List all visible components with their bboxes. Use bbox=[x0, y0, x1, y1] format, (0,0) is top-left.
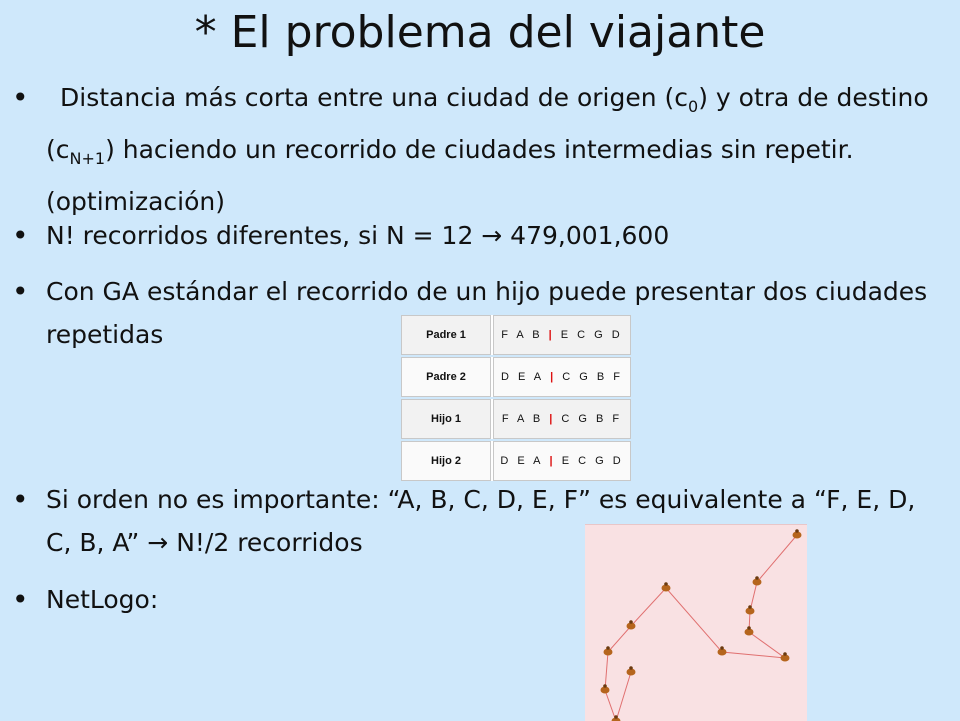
turtle-icon bbox=[601, 684, 610, 693]
definition-mid: ) y otra de destino (c bbox=[46, 83, 929, 164]
turtle-icon bbox=[746, 605, 755, 614]
turtle-icon bbox=[627, 620, 636, 629]
definition-lead: Distancia más corta entre una ciudad de origen (c bbox=[46, 83, 688, 112]
cut-point-icon: | bbox=[549, 413, 555, 425]
order-text: Si orden no es importante: “A, B, C, D, E, F” es equivalente a “F, E, D, C, B, A” → N!/2 recorridos bbox=[46, 485, 915, 557]
turtle-icon bbox=[627, 666, 636, 675]
turtle-icon bbox=[718, 646, 727, 655]
turtle-icon bbox=[662, 582, 671, 591]
table-row bbox=[401, 315, 631, 357]
turtle-icon bbox=[781, 652, 790, 661]
slide-title: * El problema del viajante bbox=[0, 2, 960, 64]
gene-sequence: F A B | E C G D bbox=[493, 315, 631, 355]
crossover-table bbox=[401, 315, 631, 483]
origin-subscript: 0 bbox=[688, 97, 698, 116]
cut-point-icon: | bbox=[550, 371, 556, 383]
row-label: Padre 2 bbox=[401, 357, 491, 397]
gene-sequence: D E A | C G B F bbox=[493, 357, 631, 397]
cut-point-icon: | bbox=[549, 329, 555, 341]
destination-subscript: N+1 bbox=[70, 149, 106, 168]
bullet-permutations bbox=[46, 214, 936, 257]
gene-sequence: D E A | E C G D bbox=[493, 441, 631, 481]
table-row bbox=[401, 357, 631, 399]
bullet-dot-icon: • bbox=[12, 478, 29, 521]
cut-point-icon: | bbox=[550, 455, 556, 467]
bullet-dot-icon: • bbox=[12, 76, 29, 119]
bullet-definition bbox=[46, 76, 936, 223]
turtle-icon bbox=[604, 646, 613, 655]
bullet-dot-icon: • bbox=[12, 270, 29, 313]
netlogo-world-view bbox=[585, 524, 807, 721]
bullet-dot-icon: • bbox=[12, 578, 29, 621]
row-label: Padre 1 bbox=[401, 315, 491, 355]
turtle-icon bbox=[612, 715, 621, 721]
table-row bbox=[401, 399, 631, 441]
table-row bbox=[401, 441, 631, 483]
row-label: Hijo 1 bbox=[401, 399, 491, 439]
turtle-icon bbox=[793, 529, 802, 538]
route-map bbox=[585, 525, 807, 721]
permutations-text: N! recorridos diferentes, si N = 12 → 479,001,600 bbox=[46, 221, 669, 250]
row-label: Hijo 2 bbox=[401, 441, 491, 481]
definition-tail: ) haciendo un recorrido de ciudades intermedias sin repetir. (optimización) bbox=[46, 135, 854, 216]
bullet-dot-icon: • bbox=[12, 214, 29, 257]
ga-standard-text: Con GA estándar el recorrido de un hijo puede presentar dos ciudades repetidas bbox=[46, 277, 927, 349]
turtle-icon bbox=[745, 626, 754, 635]
gene-sequence: F A B | C G B F bbox=[493, 399, 631, 439]
netlogo-text: NetLogo: bbox=[46, 585, 158, 614]
